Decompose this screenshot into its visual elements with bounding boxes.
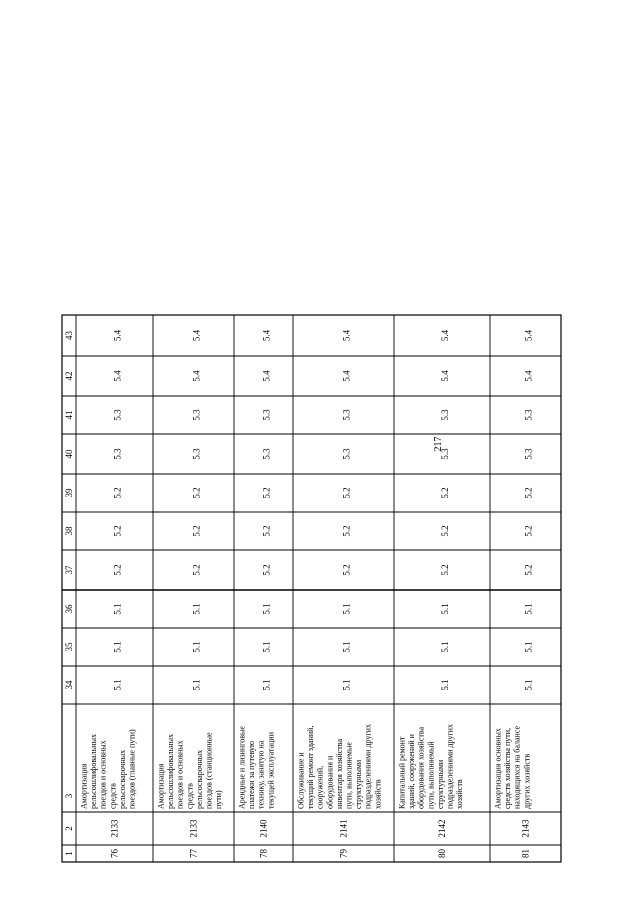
column-number-header: 37 xyxy=(64,565,74,575)
row-value: 5.4 xyxy=(261,329,272,342)
row-value: 5.1 xyxy=(112,603,123,615)
row-name-line: Капитальный ремонт xyxy=(397,736,407,809)
row-name-line: оборудования хозяйства xyxy=(416,726,426,809)
row-value: 5.2 xyxy=(523,487,534,499)
row-name-line: рельсошлифовальных xyxy=(166,734,176,809)
row-number: 76 xyxy=(109,849,120,858)
row-value: 5.4 xyxy=(112,329,123,342)
row-value: 5.1 xyxy=(112,679,123,691)
row-value: 5.3 xyxy=(440,409,450,421)
row-name-line: инвентаря хозяйства xyxy=(334,738,344,809)
row-value: 5.1 xyxy=(523,603,534,615)
row-value: 5.4 xyxy=(261,370,272,382)
row-value: 5.2 xyxy=(261,525,272,537)
row-name-line: рельсошлифовальных xyxy=(89,734,99,809)
row-value: 5.1 xyxy=(341,603,352,615)
row-name-line: подразделениями других xyxy=(445,724,455,809)
row-value: 5.4 xyxy=(341,370,352,382)
row-name-line: Амортизация xyxy=(79,763,89,809)
row-value: 5.2 xyxy=(191,525,202,537)
row-name-line: оборудования и xyxy=(325,755,335,809)
row-name-line: средств xyxy=(108,783,118,809)
row-value: 5.1 xyxy=(261,603,272,615)
column-number-header: 42 xyxy=(64,371,74,381)
column-number-header: 38 xyxy=(64,526,74,536)
column-number-header: 35 xyxy=(64,642,74,652)
row-value: 5.3 xyxy=(440,448,450,460)
row-name-line: рельсосварочных xyxy=(117,749,127,809)
row-name-line: структурными xyxy=(435,759,445,809)
row-value: 5.2 xyxy=(440,525,450,537)
row-number: 78 xyxy=(258,849,269,858)
row-value: 5.3 xyxy=(523,448,534,460)
column-number-header: 41 xyxy=(64,410,74,420)
row-value: 5.3 xyxy=(112,409,123,421)
row-name-line: пути, выполняемые xyxy=(344,742,354,809)
row-value: 5.1 xyxy=(341,641,352,653)
row-value: 5.1 xyxy=(341,679,352,691)
row-value: 5.3 xyxy=(523,409,534,421)
row-value: 5.4 xyxy=(440,370,450,382)
row-value: 5.2 xyxy=(112,525,123,537)
row-name-line: хозяйств xyxy=(373,779,383,809)
column-number-header: 3 xyxy=(64,793,74,799)
row-number: 77 xyxy=(188,849,199,858)
row-name-line: пути) xyxy=(214,790,224,809)
row-value: 5.3 xyxy=(341,448,352,460)
row-name-line: Амортизация xyxy=(156,763,166,809)
row-code: 2143 xyxy=(520,819,531,838)
row-name-line: структурными xyxy=(354,759,364,809)
row-value: 5.2 xyxy=(112,564,123,576)
row-number: 79 xyxy=(338,849,349,858)
row-value: 5.2 xyxy=(341,525,352,537)
row-name-line: поездов и основных xyxy=(175,740,185,809)
row-name-line: других хозяйств xyxy=(522,753,532,809)
row-name-line: платежи за путевую xyxy=(247,741,257,809)
row-value: 5.2 xyxy=(191,564,202,576)
row-name-line: рельсосварочных xyxy=(194,749,204,809)
row-value: 5.2 xyxy=(191,487,202,499)
row-value: 5.4 xyxy=(440,329,450,342)
column-number-header: 36 xyxy=(64,604,74,614)
row-value: 5.2 xyxy=(440,564,450,576)
row-value: 5.3 xyxy=(191,448,202,460)
row-value: 5.3 xyxy=(341,409,352,421)
row-code: 2133 xyxy=(188,819,199,838)
row-name-line: средств xyxy=(185,783,195,809)
row-value: 5.1 xyxy=(440,641,450,653)
row-value: 5.4 xyxy=(112,370,123,382)
row-number: 80 xyxy=(437,849,447,858)
row-value: 5.1 xyxy=(523,679,534,691)
row-name-line: подразделениями других xyxy=(363,724,373,809)
row-value: 5.1 xyxy=(523,641,534,653)
row-value: 5.3 xyxy=(261,448,272,460)
row-name-line: Арендные и лизинговые xyxy=(237,726,247,809)
row-code: 2140 xyxy=(258,819,269,838)
row-value: 5.2 xyxy=(112,487,123,499)
row-name-line: хозяйств xyxy=(455,779,465,809)
row-value: 5.1 xyxy=(261,679,272,691)
row-value: 5.1 xyxy=(112,641,123,653)
row-name-line: технику, занятую на xyxy=(256,740,266,809)
row-name-line: поездов (главные пути) xyxy=(127,729,137,809)
row-value: 5.1 xyxy=(440,679,450,691)
row-name-line: текущий ремонт зданий, xyxy=(306,725,316,809)
page-number: 217 xyxy=(433,436,444,452)
row-value: 5.2 xyxy=(261,564,272,576)
row-name-line: поездов и основных xyxy=(98,740,108,809)
row-value: 5.3 xyxy=(112,448,123,460)
row-value: 5.2 xyxy=(261,487,272,499)
row-value: 5.2 xyxy=(341,487,352,499)
row-name-line: поездов (станционные xyxy=(204,732,214,809)
row-value: 5.1 xyxy=(191,641,202,653)
column-number-header: 39 xyxy=(64,488,74,498)
row-value: 5.4 xyxy=(191,329,202,342)
row-value: 5.2 xyxy=(523,525,534,537)
row-value: 5.4 xyxy=(523,370,534,382)
row-value: 5.4 xyxy=(191,370,202,382)
row-number: 81 xyxy=(520,849,531,858)
row-value: 5.1 xyxy=(261,641,272,653)
row-name-line: пути, выполняемый xyxy=(426,741,436,809)
row-value: 5.2 xyxy=(440,487,450,499)
row-code: 2141 xyxy=(338,819,349,838)
row-value: 5.1 xyxy=(191,603,202,615)
row-name-line: текущей эксплуатации xyxy=(266,732,276,809)
column-number-header: 40 xyxy=(64,449,74,459)
row-value: 5.1 xyxy=(191,679,202,691)
row-code: 2142 xyxy=(437,819,447,838)
row-value: 5.3 xyxy=(191,409,202,421)
row-value: 5.4 xyxy=(341,329,352,342)
row-value: 5.3 xyxy=(261,409,272,421)
row-value: 5.2 xyxy=(341,564,352,576)
row-name-line: средств хозяйства пути, xyxy=(503,727,513,809)
column-number-header: 43 xyxy=(64,331,74,340)
row-code: 2133 xyxy=(109,819,120,838)
column-number-header: 34 xyxy=(64,680,74,690)
row-name-line: сооружений, xyxy=(315,765,325,809)
row-value: 5.4 xyxy=(523,329,534,342)
row-name-line: Амортизация основных xyxy=(493,728,503,809)
row-name-line: зданий, сооружений и xyxy=(407,734,417,809)
column-number-header: 2 xyxy=(64,826,74,831)
column-number-header: 1 xyxy=(64,851,74,856)
row-value: 5.2 xyxy=(523,564,534,576)
row-value: 5.1 xyxy=(440,603,450,615)
row-name-line: находящихся на балансе xyxy=(512,725,522,809)
row-name-line: Обслуживание и xyxy=(296,752,306,809)
